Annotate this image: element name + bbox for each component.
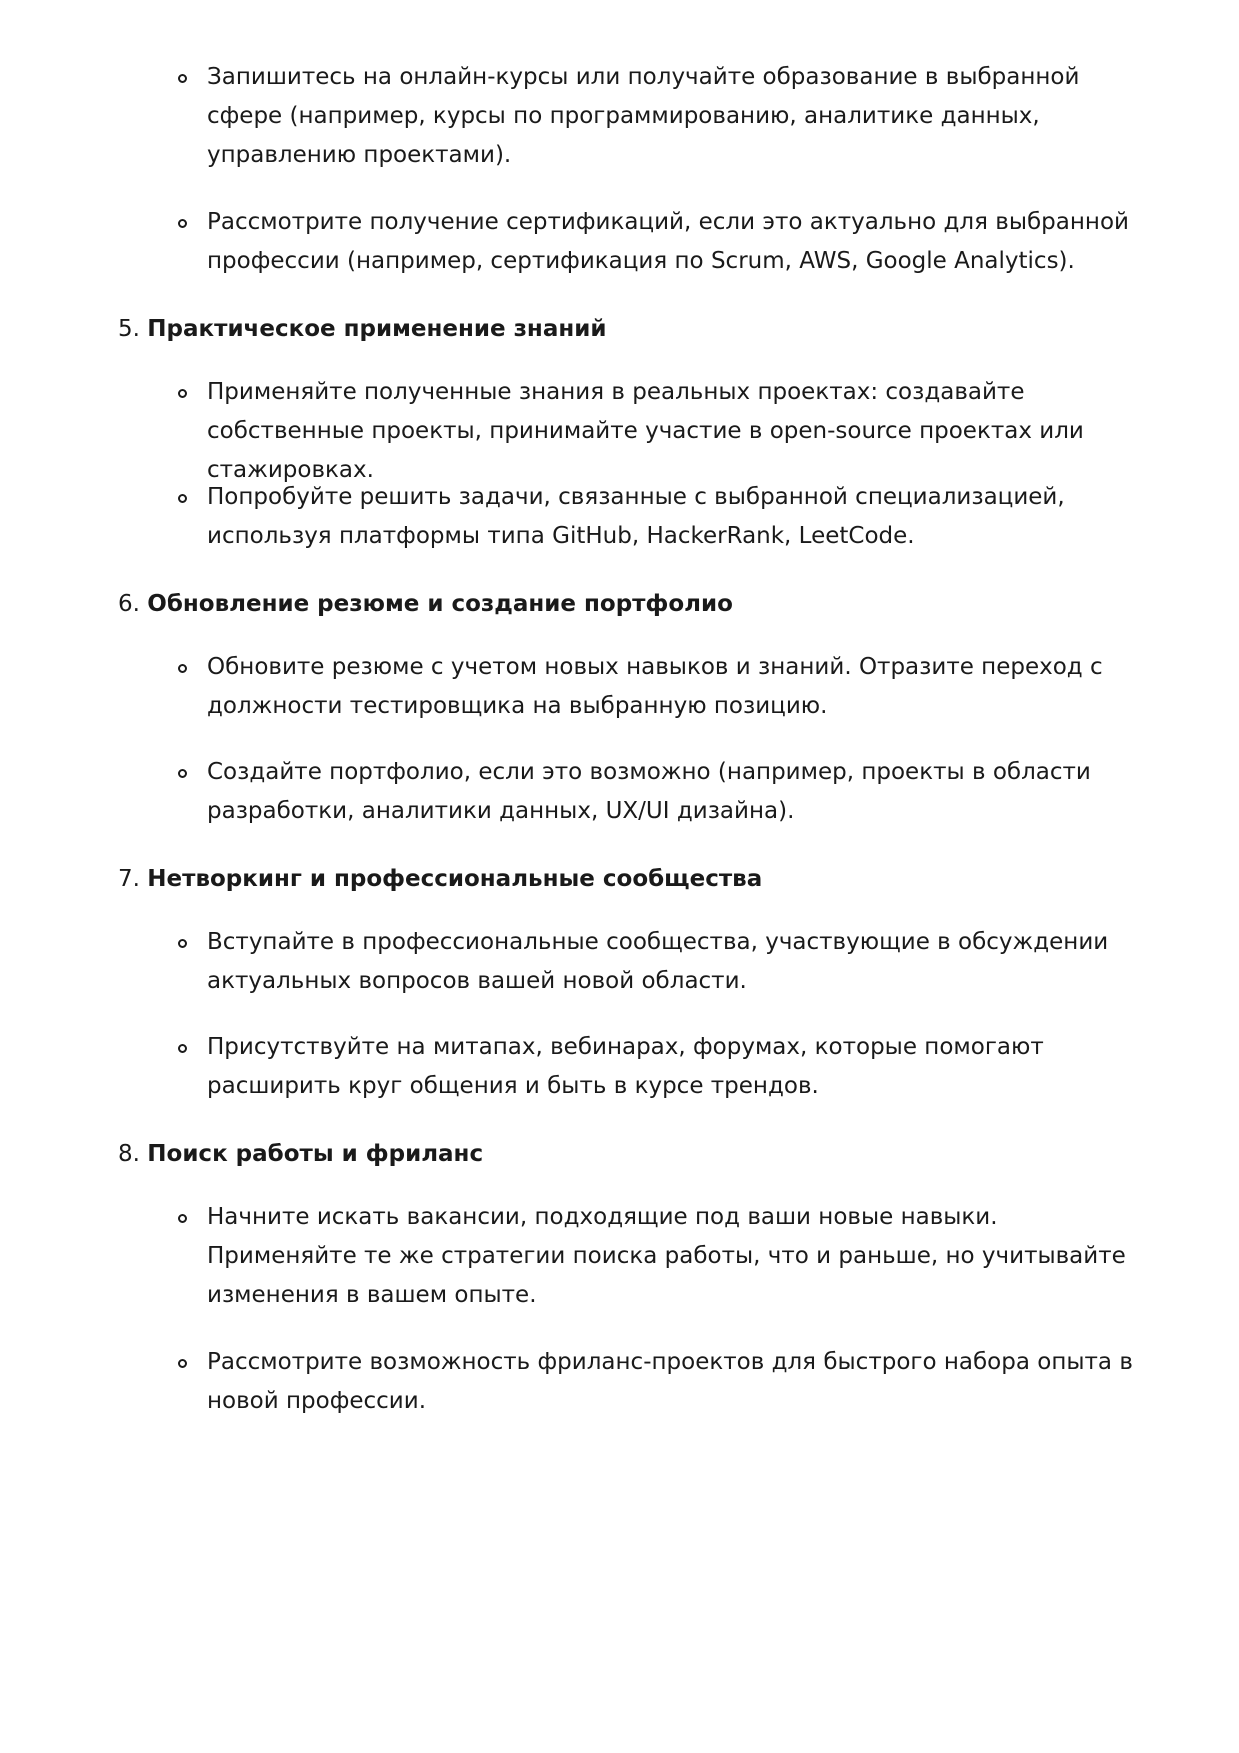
hollow-bullet-icon xyxy=(178,664,187,673)
section-number: 5. xyxy=(118,316,140,342)
hollow-bullet-icon xyxy=(178,219,187,228)
hollow-bullet-icon xyxy=(178,1214,187,1223)
list-item-text: Рассмотрите возможность фриланс-проектов для быстрого набора опыта в новой профессии. xyxy=(207,1349,1133,1414)
hollow-bullet-icon xyxy=(178,769,187,778)
section-number: 7. xyxy=(118,866,140,892)
hollow-bullet-icon xyxy=(178,939,187,948)
section-title: Обновление резюме и создание портфолио xyxy=(147,591,733,617)
list-item-text: Начните искать вакансии, подходящие под ваши новые навыки. Применяйте те же стратегии поиска работы, что и раньше, но учитывайте изменения в вашем опыте. xyxy=(207,1204,1126,1308)
section-number: 6. xyxy=(118,591,140,617)
hollow-bullet-icon xyxy=(178,1044,187,1053)
section-number: 8. xyxy=(118,1141,140,1167)
hollow-bullet-icon xyxy=(178,1359,187,1368)
section-heading xyxy=(118,589,733,619)
list-item-text: Присутствуйте на митапах, вебинарах, форумах, которые помогают расширить круг общения и быть в курсе трендов. xyxy=(207,1034,1044,1099)
section-title: Поиск работы и фриланс xyxy=(147,1141,484,1167)
list-item-text: Попробуйте решить задачи, связанные с выбранной специализацией, используя платформы типа GitHub, HackerRank, LeetCode. xyxy=(207,484,1065,549)
section-heading xyxy=(118,314,606,344)
list-item-text: Рассмотрите получение сертификаций, если это актуально для выбранной профессии (например, сертификация по Scrum, AWS, Google Analytics). xyxy=(207,209,1129,274)
list-item-text: Создайте портфолио, если это возможно (например, проекты в области разработки, аналитики данных, UX/UI дизайна). xyxy=(207,759,1091,824)
hollow-bullet-icon xyxy=(178,389,187,398)
section-heading xyxy=(118,864,762,894)
list-item-text: Вступайте в профессиональные сообщества, участвующие в обсуждении актуальных вопросов вашей новой области. xyxy=(207,929,1109,994)
hollow-bullet-icon xyxy=(178,494,187,503)
section-title: Нетворкинг и профессиональные сообщества xyxy=(147,866,763,892)
list-item-text: Применяйте полученные знания в реальных проектах: создавайте собственные проекты, принимайте участие в open-source проектах или стажировках. xyxy=(207,379,1084,483)
section-title: Практическое применение знаний xyxy=(147,316,607,342)
list-item-text: Обновите резюме с учетом новых навыков и знаний. Отразите переход с должности тестировщика на выбранную позицию. xyxy=(207,654,1103,719)
list-item-text: Запишитесь на онлайн-курсы или получайте образование в выбранной сфере (например, курсы по программированию, аналитике данных, управлению проектами). xyxy=(207,64,1080,168)
hollow-bullet-icon xyxy=(178,74,187,83)
section-heading xyxy=(118,1139,483,1169)
